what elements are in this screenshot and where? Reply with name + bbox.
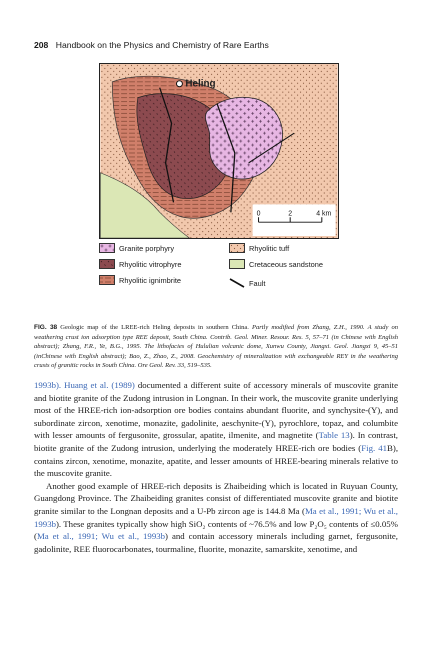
rhyolitic-tuff-swatch: [229, 243, 245, 253]
scale-tick-1: 2: [288, 210, 293, 218]
scale-bar: [253, 204, 336, 236]
citation-link[interactable]: 1993b).: [34, 380, 62, 390]
body-text: [34, 379, 398, 555]
paragraph-1: 1993b). Huang et al. (1989) documented a different suite of accessory minerals of muscovite granite and biotite granite of the Zudong intrusion in Longnan. In their work, the muscovite granite underlying most of the HREE-rich ion-adsorption ore bodies contains abundant fluorite, and synchysite-(Y), and subordinate zircon, xenotime, monazite, gadolinite, aeschynite-(Y), pyrochlore, topaz, and columbite with lesser amounts of fergusonite, grossular, apatite, ilmenite, and magnetite (Table 13). In contrast, biotite granite of the Zudong intrusion, underlying the moderately HREE-rich ore bodies (Fig. 41B), contains zircon, xenotime, monazite, apatite, and lesser amounts of HREE-bearing minerals relative to the muscovite granite.: [34, 380, 399, 479]
rhyolitic-ignimbrite-swatch: [99, 275, 115, 285]
citation-link[interactable]: Ma et al., 1991; Wu et al., 1993b: [36, 531, 166, 542]
rhyolitic-vitrophyre-swatch: [99, 259, 115, 269]
granite-porphyry-swatch: [99, 243, 115, 253]
legend-item-rhyolitic-tuff: Rhyolitic tuff: [229, 243, 289, 253]
map-legend: [99, 241, 339, 307]
legend-item-granite-porphyry: Granite porphyry: [99, 243, 174, 253]
scale-tick-2: 4 km: [316, 210, 332, 218]
caption-source-text: Partly modified from Zhang, Z.H., 1990. A study on weathering crust ion adsorption type REE deposit, South China. Contrib. Geol. Miner. Resour. Res. 5, 57–71 (in Chinese with English abstract); Zhang, F.R., Ye, B.G., 1995. The lithofacies of Hululian volcanic dome, Xunwu County, Jiangxi. Geol. Jiangxi 9, 45–51 (inChinese with English abstract); Bao, Z., Zhao, Z., 2008. Geochemistry of mineralization with exchangeable REY in the weathering crusts of granitic rocks in South China. Ore Geol. Rev. 33, 519–535.: [34, 324, 398, 370]
heling-label: Heling: [185, 78, 216, 90]
legend-item-fault: Fault: [229, 277, 265, 289]
scale-tick-0: 0: [256, 210, 261, 218]
caption-title: Geologic map of the LREE-rich Heling deposits in southern China.: [60, 324, 249, 331]
figure-caption: [34, 323, 398, 371]
paragraph-2: Another good example of HREE-rich deposits is Zhaibeiding which is located in Ruyuan County, Guangdong Province. The Zhaibeiding granites consist of differentiated muscovite granite and biotite granite similar to the Longnan deposits and a U-Pb zircon age is 144.8 Ma (Ma et al., 1991; Wu et al., 1993b). These granites typically show high SiO₂ contents of ~76.5% and low P₂O₅ contents of ≤0.05% (Ma et al., 1991; Wu et al., 1993b) and contain accessory minerals including garnet, fergusonite, gadolinite, REE fluorocarbonates, tourmaline, fluorite, monazite, samarskite, xenotime, and: [34, 480, 398, 554]
geologic-map: [99, 63, 339, 239]
fault-line-icon: [229, 277, 245, 289]
figure-label: FIG. 38: [34, 324, 58, 331]
legend-item-cretaceous-sandstone: Cretaceous sandstone: [229, 259, 323, 269]
citation-link[interactable]: Huang et al. (1989): [64, 380, 135, 390]
figure-ref-link[interactable]: Fig. 41: [361, 442, 388, 453]
legend-item-rhyolitic-ignimbrite: Rhyolitic ignimbrite: [99, 275, 181, 285]
table-ref-link[interactable]: Table 13: [318, 430, 350, 441]
cretaceous-sandstone-swatch: [229, 259, 245, 269]
heling-location-marker: [176, 81, 182, 87]
running-header: [34, 40, 269, 50]
figure: [99, 63, 339, 313]
page-number: 208: [34, 40, 49, 50]
book-title: Handbook on the Physics and Chemistry of Rare Earths: [55, 40, 269, 50]
legend-item-rhyolitic-vitrophyre: Rhyolitic vitrophyre: [99, 259, 181, 269]
citation-link[interactable]: Ma et al., 1991; Wu et al., 1993b: [34, 505, 398, 529]
